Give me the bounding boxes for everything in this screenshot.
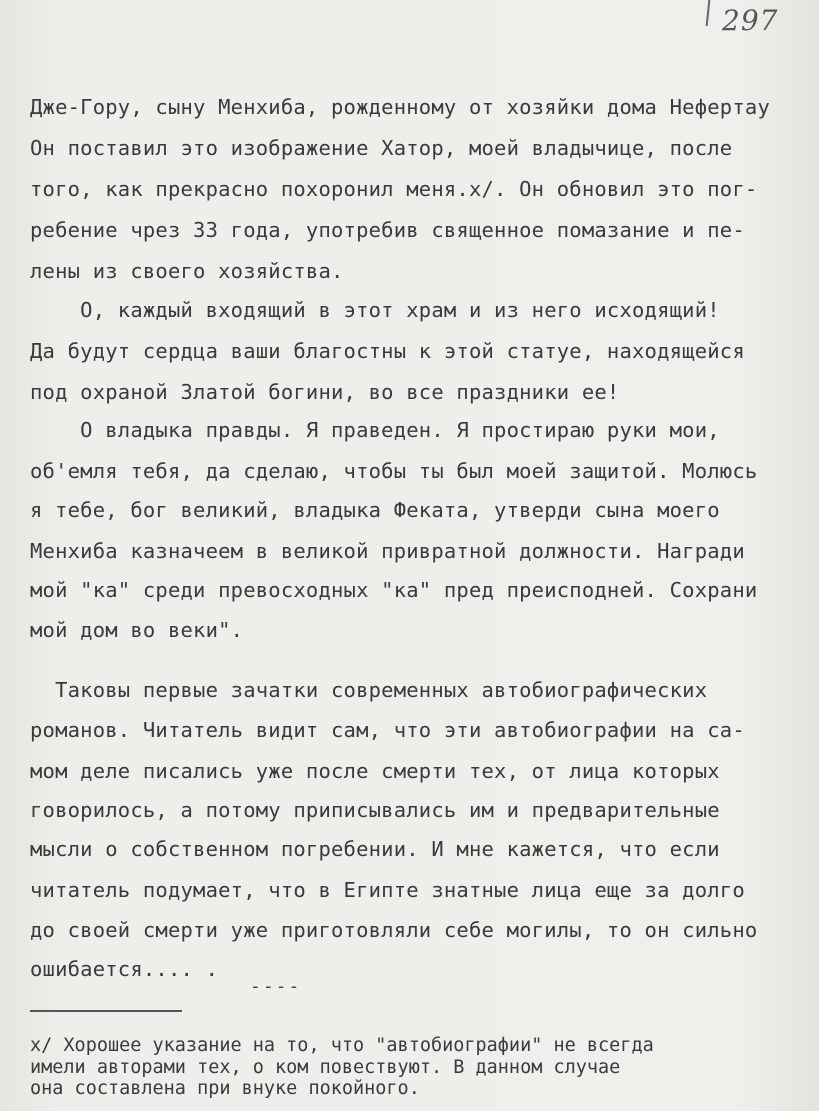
body-line: О владыка правды. Я праведен. Я простираю руки мои, bbox=[30, 418, 720, 442]
margin-mark bbox=[706, 0, 711, 26]
body-line: Он поставил это изображение Хатор, моей владычице, после bbox=[30, 136, 733, 160]
body-line: до своей смерти уже приготовляли себе могилы, то он сильно bbox=[30, 918, 758, 942]
body-line: читатель подумает, что в Египте знатные лица еще за долго bbox=[30, 878, 745, 902]
body-line: Дже-Гору, сыну Менхиба, рожденному от хозяйки дома Нефертау bbox=[30, 95, 770, 119]
body-line: я тебе, бог великий, владыка Феката, утверди сына моего bbox=[30, 498, 720, 522]
body-line: об'емля тебя, да сделаю, чтобы ты был моей защитой. Молюсь bbox=[30, 459, 758, 483]
body-line: под охраной Златой богини, во все праздники ее! bbox=[30, 380, 620, 404]
page-number: 297 bbox=[722, 4, 779, 37]
footnote-line: она составлена при внуке покойного. bbox=[30, 1078, 420, 1099]
body-line: Таковы первые зачатки современных автобиографических bbox=[30, 678, 708, 702]
body-line: мом деле писались уже после смерти тех, от лица которых bbox=[30, 759, 720, 783]
body-line: О, каждый входящий в этот храм и из него исходящий! bbox=[30, 298, 720, 322]
body-line: Да будут сердца ваши благостны к этой статуе, находящейся bbox=[30, 339, 745, 363]
end-mark: ---- bbox=[250, 976, 302, 997]
body-line: романов. Читатель видит сам, что эти автобиографии на са- bbox=[30, 718, 745, 742]
body-line: мой "ка" среди превосходных "ка" пред преисподней. Сохрани bbox=[30, 578, 758, 602]
body-line: ошибается.... . bbox=[30, 957, 219, 981]
body-line: говорилось, а потому приписывались им и предварительные bbox=[30, 798, 720, 822]
body-line: Менхиба казначеем в великой привратной должности. Награди bbox=[30, 539, 745, 563]
body-line: ребение чрез 33 года, употребив священное помазание и пе- bbox=[30, 218, 745, 242]
body-line: лены из своего хозяйства. bbox=[30, 259, 344, 283]
footnote-line: имели авторами тех, о ком повествуют. В данном случае bbox=[30, 1057, 621, 1078]
footnote-separator bbox=[30, 1010, 182, 1012]
body-line: того, как прекрасно похоронил меня.х/. Он обновил это пог- bbox=[30, 177, 758, 201]
footnote-line: х/ Хорошее указание на то, что "автобиографии" не всегда bbox=[30, 1035, 654, 1056]
body-line: мысли о собственном погребении. И мне кажется, что если bbox=[30, 837, 720, 861]
body-line: мой дом во веки". bbox=[30, 618, 244, 642]
